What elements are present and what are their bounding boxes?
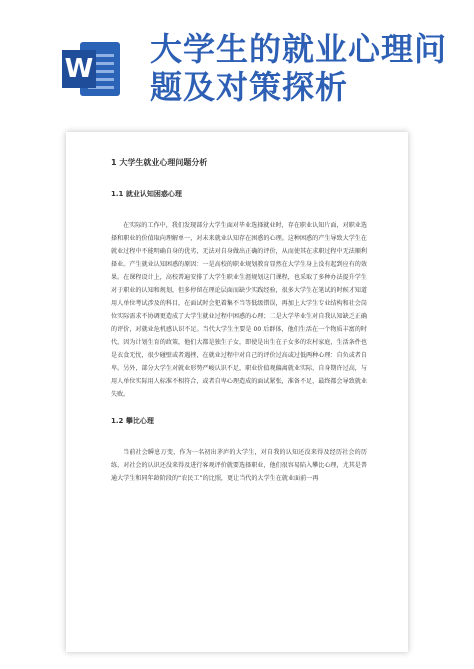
section-heading: 1 大学生就业心理问题分析 xyxy=(111,158,208,167)
document-content xyxy=(111,158,367,485)
document-title: 大学生的就业心理问题及对策探析 xyxy=(150,30,448,106)
body-paragraph: 在实际的工作中，我们发现部分大学生面对毕业选择就业时，存在职业认知片面，对职业选择和职业的价值取向理解单一，对未来就业认知存在困惑的心理。这种困惑的产生导致大学生在就业过程中不能明确自身的优劣，无法对自身做出正确的评价，从而使其在求职过程中无法顺利择业。产生就业认知困惑的原因：一是高校的职业规划教育显然在大学生身上没有起到应有的效果。在课程设计上，高校普遍安排了大学生职业生涯规划这门课程，也采取了多种办法提升学生对于职业的认知和规划，但多停留在理论层面而缺少实践经验，很多大学生在笔试的时候才知道用人单位考试涉及的科目，在面试时会犯着集不当等低级错误，再加上大学生专业结构和社会岗位实际需求不协调更造成了大学生就业过程中困惑的心理；二是大学毕业生对自我认知缺乏正确的评价，对就业危机感认识不足。当代大学生主要是 00 后群体，他们生活在一个物质丰富的时代，因为计划生育的政策，他们大都是独生子女，即使是出生在子女多的农村家庭，生活条件也是衣食无忧，很少碰壁或者遇挫，在就业过程中对自己的评价过高或过低两种心理：自负或者自卑。另外，部分大学生对就业形势严峻认识不足，职业价值观偏离就业实际，自身期许过高，与用人单位实际用人标准不相符合，或者自卑心理造成的面试紧张，准备不足，最终都会导致就业失败。 xyxy=(111,222,367,398)
subsection-heading: 1.1 就业认知困惑心理 xyxy=(111,190,182,198)
document-page xyxy=(66,132,408,652)
body-paragraph: 当前社会瞬息万变，作为一名初出茅庐的大学生，对自我的认知还没来得及经历社会的历练，对社会的认识还没来得及进行客观评价就要选择职业，他们很容易陷入攀比心理，尤其是普通大学生和同年龄阶段的“农民工”的比照，更让当代的大学生在就业面前一再 xyxy=(111,449,367,482)
subsection-heading: 1.2 攀比心理 xyxy=(111,417,154,425)
document-header xyxy=(0,0,474,120)
word-icon-letter: W xyxy=(62,50,96,88)
word-document-icon xyxy=(62,38,120,100)
